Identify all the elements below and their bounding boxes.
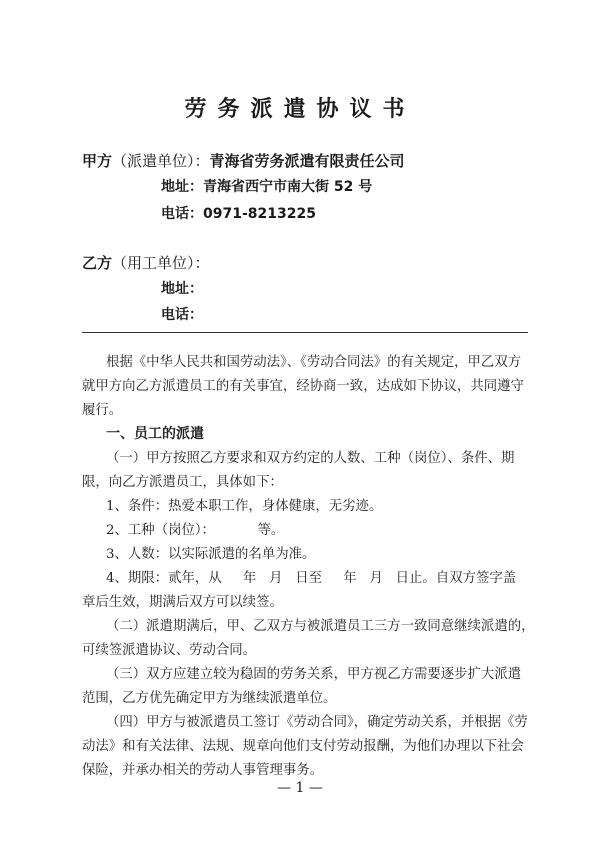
party-a-address-label: 地址： bbox=[161, 179, 203, 195]
party-a-role: （派遣单位）： bbox=[112, 152, 210, 170]
item-4-line-1: 4、期限：贰年，从 年 月 日至 年 月 日止。自双方签字盖 bbox=[106, 571, 517, 586]
party-b-address-label: 地址： bbox=[161, 281, 203, 297]
intro-line-1: 根据《中华人民共和国劳动法》、《劳动合同法》的有关规定，甲乙双方 bbox=[106, 355, 522, 370]
document-title: 劳务派遣协议书 bbox=[184, 97, 416, 122]
party-b-phone-label: 电话： bbox=[161, 307, 203, 323]
item-1: 1、条件：热爱本职工作，身体健康，无劣迹。 bbox=[106, 499, 383, 514]
party-a-address-line bbox=[161, 176, 372, 196]
para-2-line-2: 可续签派遣协议、劳动合同。 bbox=[82, 643, 257, 658]
para-4-line-2: 动法》和有关法律、法规、规章向他们支付劳动报酬，为他们办理以下社会 bbox=[82, 739, 524, 754]
party-b-label: 乙方 bbox=[82, 254, 113, 272]
para-2-line-1: （二）派遣期满后，甲、乙双方与被派遣员工三方一致同意继续派遣的， bbox=[106, 619, 535, 634]
para-1-line-2: 限，向乙方派遣员工，具体如下： bbox=[82, 475, 283, 490]
item-2: 2、工种（岗位）： 等。 bbox=[106, 523, 285, 538]
party-a-phone-line bbox=[161, 203, 316, 223]
page-number: — 1 — bbox=[277, 780, 323, 796]
party-a-name: 青海省劳务派遣有限责任公司 bbox=[209, 152, 405, 170]
party-a-label: 甲方 bbox=[82, 152, 113, 170]
para-4-line-1: （四）甲方与被派遣员工签订《劳动合同》，确定劳动关系，并根据《劳 bbox=[106, 715, 528, 730]
separator-rule bbox=[82, 332, 528, 333]
para-3-line-1: （三）双方应建立较为稳固的劳务关系，甲方视乙方需要逐步扩大派遣 bbox=[106, 667, 522, 682]
para-4-line-3: 保险，并承办相关的劳动人事管理事务。 bbox=[82, 763, 324, 778]
party-b-line bbox=[82, 252, 210, 273]
para-3-line-2: 范围，乙方优先确定甲方为继续派遣单位。 bbox=[82, 691, 337, 706]
intro-line-3: 履行。 bbox=[82, 403, 123, 418]
para-1-line-1: （一）甲方按照乙方要求和双方约定的人数、工种（岗位）、条件、期 bbox=[106, 451, 515, 466]
party-a-line bbox=[82, 150, 405, 171]
item-3: 3、人数：以实际派遣的名单为准。 bbox=[106, 547, 316, 562]
item-4-line-2: 章后生效，期满后双方可以续签。 bbox=[82, 595, 283, 610]
party-b-role: （用工单位）： bbox=[112, 254, 210, 272]
section-1-title: 一、员工的派遣 bbox=[106, 426, 204, 442]
party-a-phone-label: 电话： bbox=[161, 206, 203, 222]
party-a-address: 青海省西宁市南大街 52 号 bbox=[203, 179, 373, 195]
party-a-phone: 0971-8213225 bbox=[203, 206, 316, 222]
intro-line-2: 就甲方向乙方派遣员工的有关事宜，经协商一致，达成如下协议，共同遵守 bbox=[82, 379, 524, 394]
